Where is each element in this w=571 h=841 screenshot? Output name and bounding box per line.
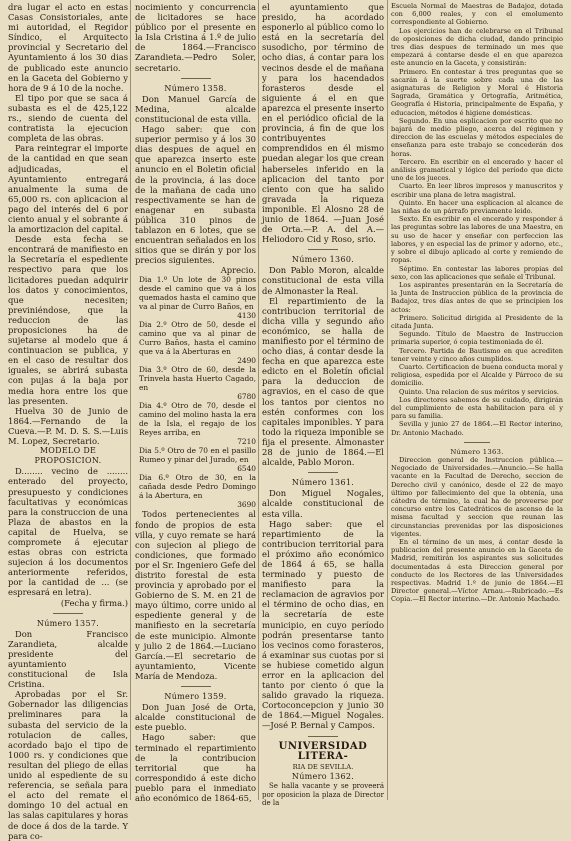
paragraph: Segundo. Título de Maestra de Instruccion primaria superior, ó copia testimoniada de él. [391, 330, 563, 347]
column-4 [391, 0, 563, 802]
section-heading: UNIVERSIDAD LITERA- [278, 740, 368, 762]
paragraph: Los directores sabemos de su cuidado, dirigirán del cumplimiento de esta habilitacion para el y para su familia. [391, 395, 563, 421]
lots-header: Aprecio. [220, 265, 256, 276]
notice-title: Don Pablo Moron, alcalde constitucional de esta villa de Almonaster la Real. [262, 265, 384, 296]
lot-value: 7210 [237, 437, 256, 447]
separator [181, 686, 211, 687]
paragraph: nocimiento y concurrencia de licitadores se hace público por el presente en la Isla Cristina á 1.º de julio de 1864.—Francisco Zarandieta.—Pedro Soler, secretario. [135, 2, 256, 73]
separator [308, 736, 338, 737]
paragraph: Primero. En contestar á tres preguntas que se sacarán á la suerte sobre cada una de las asignaturas de Religion y Moral é Historia Sagrada, Gramática y Ortografía, Aritmética, Geografía é Historia, principalmente de España, y educacion, métodos é higiene domésticas. [391, 67, 563, 117]
paragraph: Hago saber: que terminado el repartimiento de la contribucion territorial que ha correspondido á este dicho pueblo para el inmediato año económico de 1864-65, [135, 732, 256, 803]
lot-value: 3690 [237, 500, 256, 510]
paragraph: Sexto. En escribir en el encerado y responder á las preguntas sobre las labores de una Maestra, en su uso de hacer y enseñar con perfeccion las labores, y en especial las de primor y adorno, etc., y sobre el dibujo aplicado al corte y remiendo de ropas. [391, 215, 563, 265]
column-rule [387, 0, 388, 800]
notice-number: Número 1360. [291, 255, 355, 265]
paragraph: El tipo por que se saca á subasta es el de 425,122 rs., siendo de cuenta del contratista la ejecucion completa de las obras. [8, 92, 128, 144]
paragraph: Cuarto. En leer libros impresos y manuscritos y escribir una plana de letra magistral. [391, 182, 563, 199]
paragraph: Se halla vacante y se proveerá por oposicion la plaza de Director de la [262, 781, 384, 808]
paragraph: Los aspirantes presentarán en la Secretaría de la Junta de Instruccion pública de la provincia de Badajoz, tres días antes de que se principien los actos: [391, 280, 563, 314]
lot-desc: Dia 2.º Otro de 50, desde el camino que va al pinar de Curro Baños, hasta el camino que va á la Aberturas en [139, 320, 256, 357]
column-rule [130, 0, 131, 800]
separator [308, 249, 338, 250]
paragraph: Hago saber: que el repartimiento de la contribucion territorial para el próximo año económico de 1864 á 65, se halla terminado y puesto de manifiesto para la reclamacion de agravios por el término de ocho dias, en la secretaría de este municipio, en cuyo período podrán presentarse tanto los vecinos como forasteros, á examinar sus cuotas por si se hubiese cometido algun error en la aplicacion del tanto por ciento ó que la salido gravado la riqueza. Cortoconcepcion y junio 30 de 1864.—Miguel Nogales.—José P. Bernal y Campos. [262, 518, 384, 731]
paragraph: Cuarto. Certificacion de buena conducta moral y religiosa, espedida por el Alcalde y Párroco de su domicilio. [391, 362, 563, 388]
model-body: D........ vecino de ........ enterado del proyecto, presupuesto y condiciones facultativas y económicas para la construccion de una Plaza de abastos en la capital de Huelva, se compromete á ejecutar estas obras con estricta sujecion á los documentos anteriormente referidos, por la cantidad de ... (se espresará en letra). [8, 466, 128, 598]
lot-desc: Dia 1.º Un lote de 30 pinos desde el camino que va á los quemados hasta el camino que va al pinar de Curro Baños, en [139, 275, 256, 312]
paragraph: Los ejercicios han de celebrarse en el Tribunal de oposiciones de dicha ciudad, dando principio tres dias despues de terminado un mes que empezará á contarse desde el en que aparezca este anuncio en la Gaceta, y consistirán: [391, 26, 563, 68]
signature-line: Sevilla y junio 27 de 1864.—El Rector interino, Dr. Antonio Machado. [391, 420, 563, 437]
paragraph: el ayuntamiento que presido, ha acordado esponerlo al público como lo está en la secretaría del susodicho, por término de ocho dias, á contar para los vecinos desde el de mañana y para los hacendados forasteros desde el siguiente á el en que aparezca el presente inserto en el periódico oficial de la provincia, á fin de que los contribuyentes comprendidos en él mismo puedan alegar los que crean haberseles inferido en la aplicacion del tanto por ciento con que ha salido gravada la riqueza imponible. El Alosno 28 de junio de 1864. —Juan José de Orta.—P. A. del A.—Heliodoro Cid y Roso, srio. [262, 2, 384, 245]
notice-number: Número 1357. [36, 618, 100, 628]
lot-desc: Dia 5.º Otro de 70 en el pasillo Rumeo y pinar del Jurado, en [139, 446, 256, 465]
paragraph: Segundo. En una esplicacion por escrito que no bajará de medio pliego, acerca del régimen y direccion de las escuelas y métodos especiales de enseñanza para este trabajo se concederán dos horas. [391, 116, 563, 158]
separator [181, 78, 211, 79]
lot-desc: Dia 3.º Otro de 60, desde la Trinvela hasta Huerto Cagado, en [139, 365, 256, 393]
notice-title: Don Juan José de Orta, alcalde constitucional de este pueblo. [135, 702, 256, 733]
column-1 [8, 0, 128, 841]
notice-number: Número 1362. [291, 771, 355, 781]
separator [464, 442, 490, 443]
signature-line: Huelva 30 de Junio de 1864.—Fernando de la Cueva.—P. M. D. S. S.—Luis M. Lopez, Secretario. [8, 405, 128, 447]
lot-value: 2490 [237, 356, 256, 366]
paragraph: Hago saber: que con superior permiso y á los 30 dias despues de aquel en que aparezca inserto este anuncio en el Boletin oficial de la provincia, á las doce de la mañana de cada uno respectivamente se han de enagenar en subasta pública 310 pinos de tablazon en 6 lotes, que se encuentran señalados en los sitios que se dirán y por los precios siguientes. [135, 124, 256, 266]
paragraph: El repartimiento de la contribucion territorial de dicha villa y segundo año económico, se halla de manifiesto por el término de ocho dias, á contar desde la fecha en que aparezca este edicto en el Boletín oficial para la deduccion de agravios, en el caso de que los tantos por cientos no estén conformes con los capitales imponibles. Y para todo la riqueza imponible se fija el presente. Almonaster 28 de junio de 1864.—El alcalde, Pablo Moron. [262, 295, 384, 468]
notice-number: Número 1363. [450, 447, 504, 456]
lot-value: 6780 [237, 392, 256, 402]
separator [53, 613, 83, 614]
notice-title: Don Manuel García de Medina, alcalde constitucional de esta villa. [135, 93, 256, 124]
paragraph: Para reintegrar el importe de la cantidad en que sean adjudicadas, el Ayuntamiento entregará anualmente la suma de 65,000 rs. con aplicacion al pago del interés del 6 por ciento anual y el sobrante á la amortizacion del capital. [8, 143, 128, 235]
lots-list [135, 275, 256, 509]
paragraph: Tercero. Partida de Bautismo en que acrediten tener veinte y cinco años cumplidos. [391, 346, 563, 363]
lot-value: 4130 [237, 311, 256, 321]
column-2 [135, 0, 256, 802]
separator [308, 472, 338, 473]
paragraph: Séptimo. En contestar las labores propias del sexo, con las aplicaciones que señale el Tribunal. [391, 264, 563, 281]
section-subheading: RIA DE SEVILLA. [292, 762, 354, 771]
paragraph: Primero. Solicitud dirigida al Presidente de la citada Junta. [391, 313, 563, 330]
paragraph: Desde esta fecha se encontrará de manifiesto en la Secretaría el espediente respectivo para que los licitadores puedan adquirir los datos y conocimientos, que necesiten; previniéndose, que la reduccion de las proposiciones ha de sujetarse al modelo que á continuacion se publica, y en el caso de resultar dos iguales, se abrirá subasta con pujas á la baja por media hora entre los que las presenten. [8, 234, 128, 406]
paragraph: Quinto. En hacer una esplicacion al alcance de las niñas de un párrafo previamente leido. [391, 198, 563, 216]
notice-title: Don Francisco Zarandieta, alcalde presidente del ayuntamiento constitucional de Isla Cristina. [8, 628, 128, 690]
paragraph: dra lugar el acto en estas Casas Consistoriales, ante mi autoridad, el Regidor Síndico, el Arquitecto provincial y Secretario del Ayuntamiento á los 30 dias de publicado este anuncio en la Gaceta del Gobierno y hora de 9 á 10 de la noche. [8, 2, 128, 93]
lot-value: 6540 [237, 464, 256, 474]
paragraph: Direccion general de Instruccion pública.—Negociado de Universidades.—Anuncio.—Se halla vacante en la Facultad de Derecho, seccion de Derecho civil y canónico, desde el 22 de mayo último por fallecimiento del que la obtenía, una cátedra de término, la cual ha de proveerse por concurso entre los Catedráticos de ascenso de la misma facultad y seccion que reunan las circunstancias prevenidas por las disposiciones vigentes. [391, 455, 563, 538]
notice-number: Número 1361. [291, 478, 355, 488]
model-sign: (Fecha y firma.) [60, 597, 128, 608]
paragraph: Aprobadas por el Sr. Gobernador las diligencias preliminares para la subasta del servicio de la rotulacion de calles, acordado bajo el tipo de 1000 rs. y condiciones que resultan del pliego de ellas unido al espediente de su referencia, se señala para el acto del remate el domingo 10 del actual en las salas capitulares y horas de doce á dos de la tarde. Y para co- [8, 689, 128, 841]
paragraph: Quinto. Una relacion de sus méritos y servicios. [399, 387, 559, 396]
notice-number: Número 1359. [164, 692, 227, 702]
paragraph: Escuela Normal de Maestras de Badajoz, dotada con 6,000 reales, y con el emolumento correspondiente al Gobierno. [391, 2, 563, 27]
column-3 [262, 0, 384, 808]
paragraph: En el término de un mes, á contar desde la publicacion del presente anuncio en la Gaceta de Madrid, remitirán los aspirantes sus solicitudes documentadas á esta Direccion general por conducto de los Rectores de las Universidades respectivas. Madrid 1.º de junio de 1864.—El Director general.—Víctor Arnau.—Rubricado.—Es Copia.—El Rector interino.—Dr. Antonio Machado. [391, 538, 563, 604]
lot-desc: Dia 6.º Otro de 30, en la cañada desde Pedro Domingo á la Abertura, en [139, 473, 256, 501]
notice-number: Número 1358. [164, 83, 227, 93]
paragraph: Todos pertenecientes al fondo de propios de esta villa, y cuyo remate se hará con sujecion al pliego de condiciones, que formado por el Sr. Ingeniero Gefe del distrito forestal de esta provincia y aprobado por el Gobierno de S. M. en 21 de mayo último, corre unido al espediente general y de manifiesto en la secretaría de este municipio. Almonte y julio 2 de 1864.—Luciano García.—El secretario de ayuntamiento, Vicente María de Mendoza. [135, 509, 256, 681]
model-heading: MODELO DE PROPOSICION. [34, 446, 102, 466]
paragraph: Tercero. En escribir en el encerado y hacer el análisis gramatical y lógico del período que dicte uno de los jueces. [391, 157, 563, 183]
column-rule [258, 0, 259, 800]
lot-desc: Dia 4.º Otro de 70, desde el camino del molino hasta la era de la Isla, el regajo de los Reyes arriba, en [139, 401, 256, 438]
notice-title: Don Miguel Nogales, alcalde constitucional de esta villa. [262, 488, 384, 519]
